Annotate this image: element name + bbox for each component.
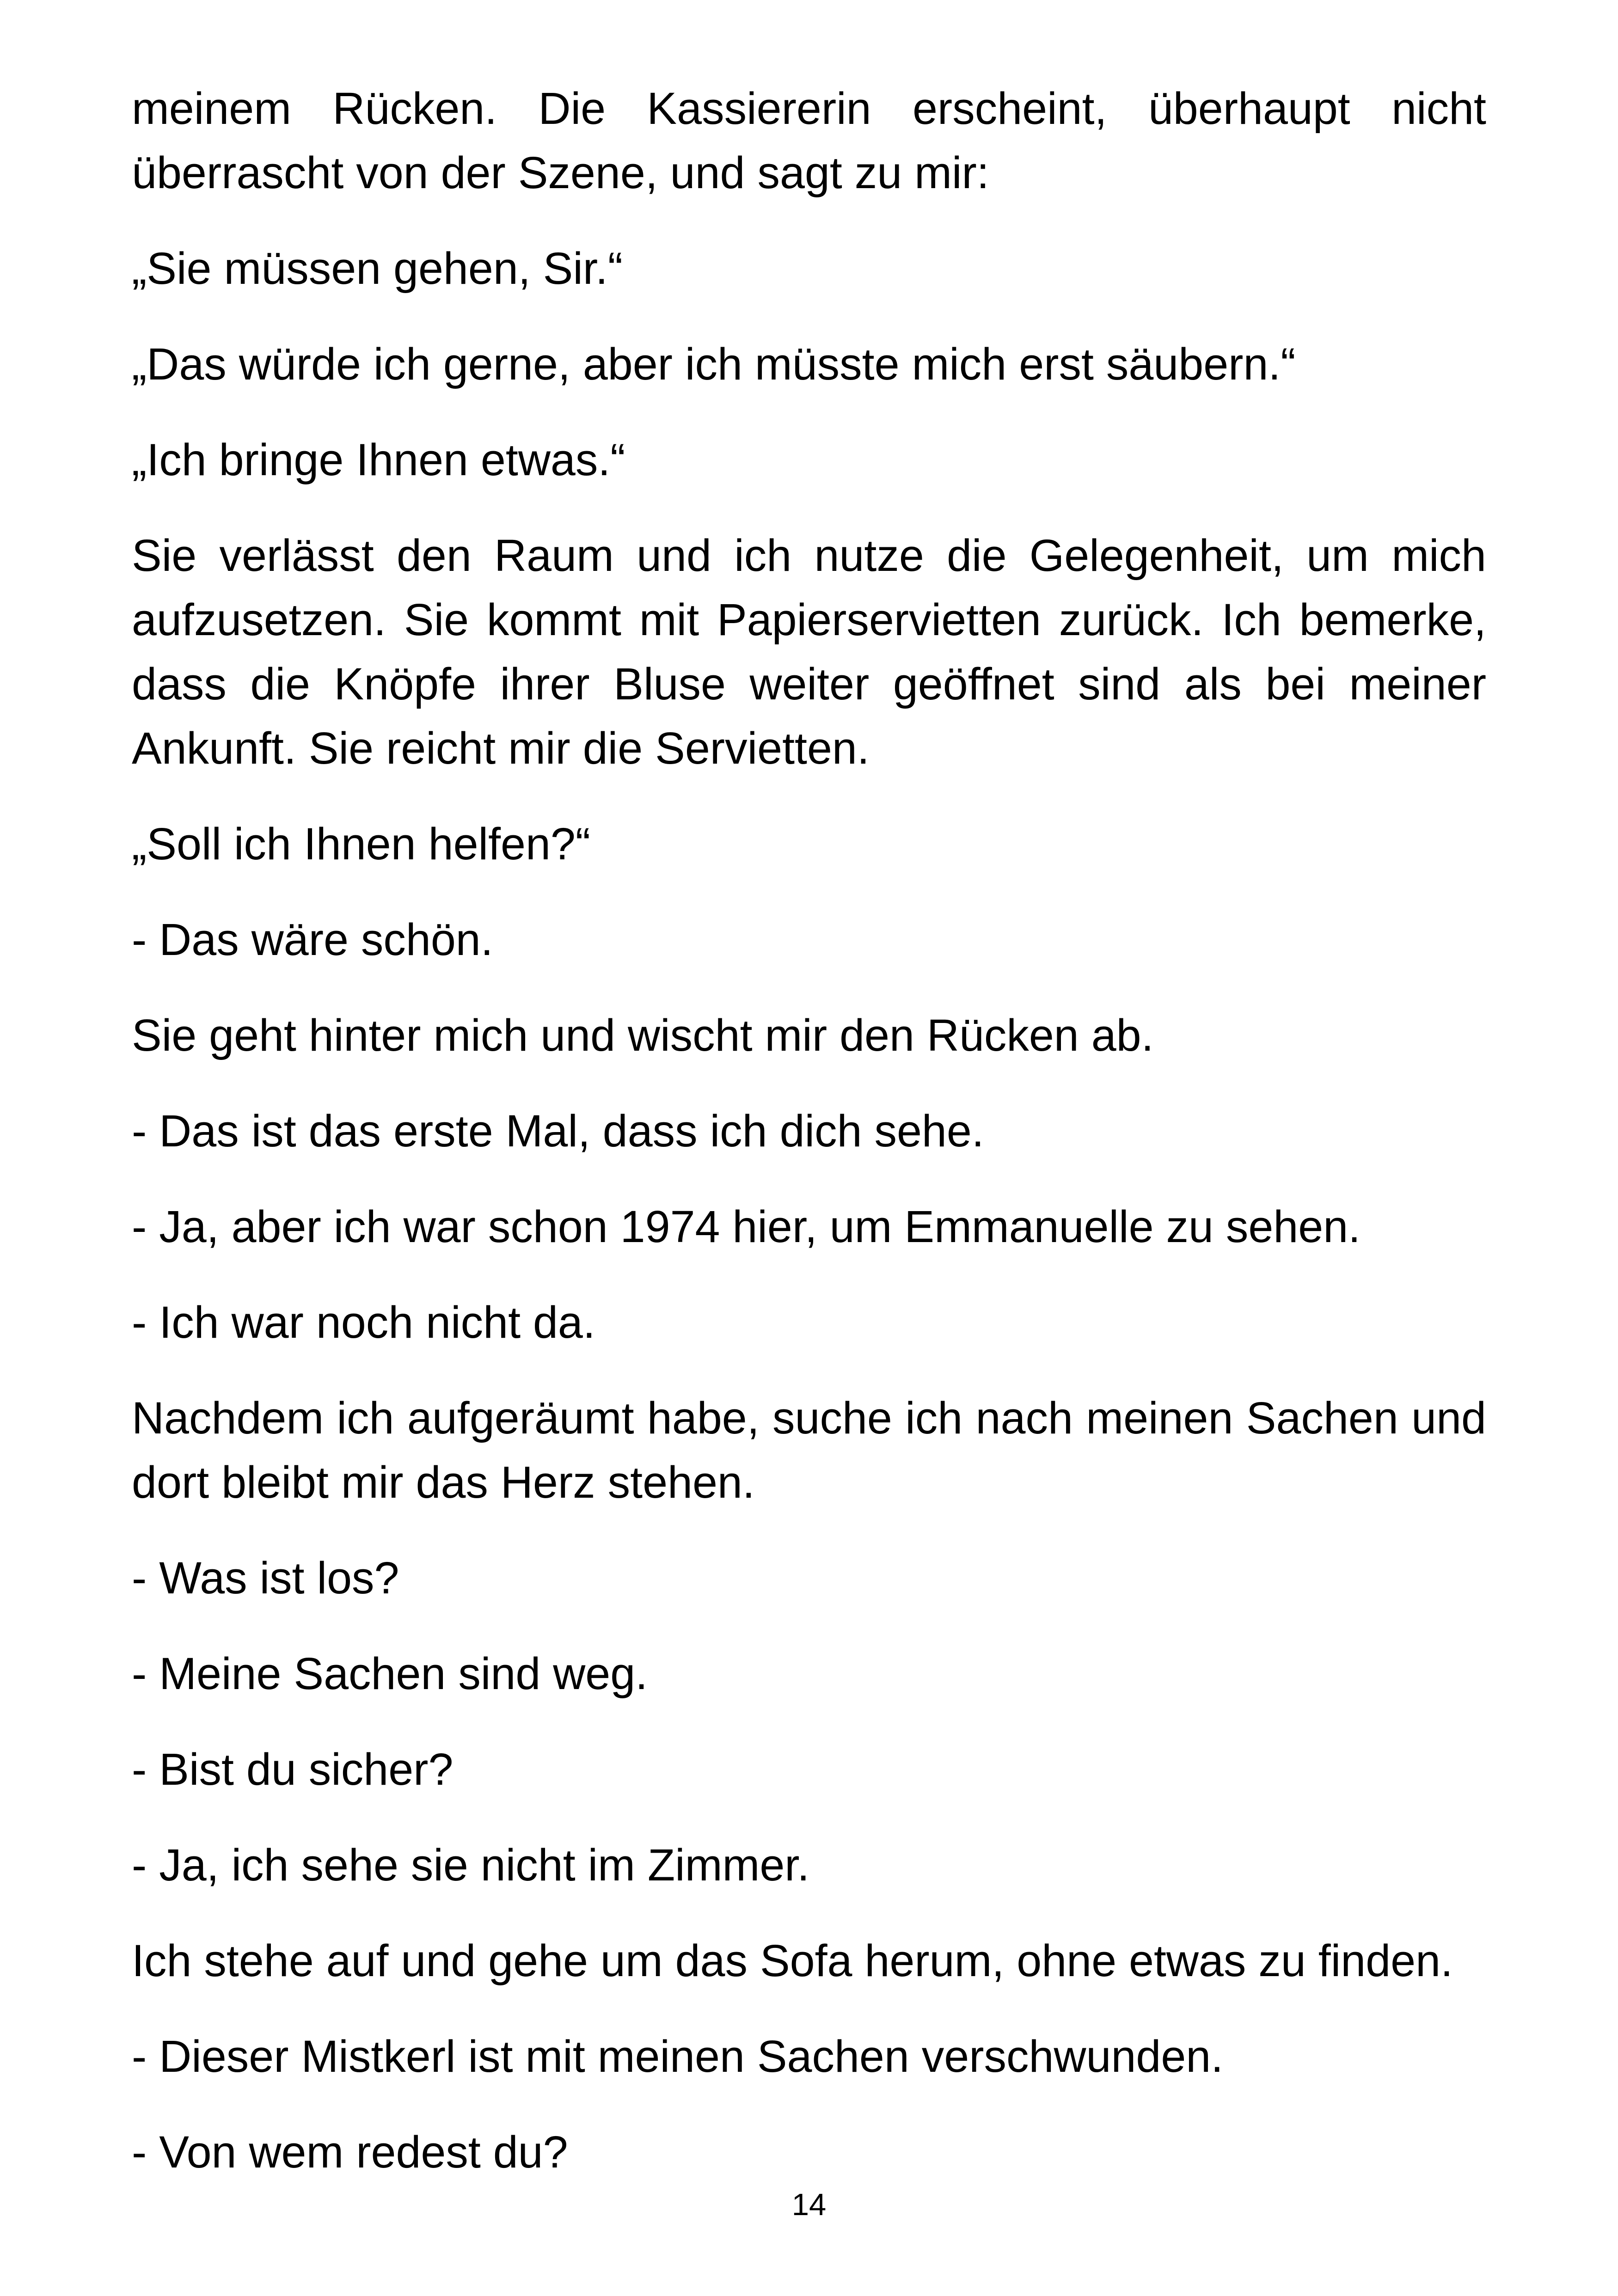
dialogue-line: - Dieser Mistkerl ist mit meinen Sachen verschwunden.: [132, 2031, 1224, 2082]
paragraph: Ich stehe auf und gehe um das Sofa herum, ohne etwas zu finden.: [132, 1935, 1453, 1986]
paragraph: Sie geht hinter mich und wischt mir den Rücken ab.: [132, 1010, 1154, 1060]
paragraph: Sie verlässt den Raum und ich nutze die Gelegenheit, um mich aufzusetzen. Sie kommt mit Papierservietten zurück. Ich bemerke, dass die Knöpfe ihrer Bluse weiter geöffnet sind als bei meiner Ankunft. Sie reicht mir die Servietten.: [132, 530, 1486, 773]
dialogue-line: - Ja, aber ich war schon 1974 hier, um Emmanuelle zu sehen.: [132, 1201, 1361, 1252]
dialogue-line: - Das ist das erste Mal, dass ich dich sehe.: [132, 1106, 984, 1156]
dialogue-line: - Von wem redest du?: [132, 2127, 568, 2177]
dialogue-line: - Das wäre schön.: [132, 914, 493, 965]
dialogue-line: „Ich bringe Ihnen etwas.“: [132, 435, 625, 485]
dialogue-line: „Das würde ich gerne, aber ich müsste mich erst säubern.“: [132, 339, 1296, 389]
paragraph: Nachdem ich aufgeräumt habe, suche ich nach meinen Sachen und dort bleibt mir das Herz stehen.: [132, 1393, 1486, 1507]
dialogue-line: „Sie müssen gehen, Sir.“: [132, 243, 623, 294]
dialogue-line: - Was ist los?: [132, 1553, 399, 1603]
dialogue-line: - Bist du sicher?: [132, 1744, 454, 1794]
dialogue-line: - Ich war noch nicht da.: [132, 1297, 595, 1347]
dialogue-line: „Soll ich Ihnen helfen?“: [132, 819, 591, 869]
page-number: 14: [791, 2187, 827, 2222]
dialogue-line: - Meine Sachen sind weg.: [132, 1648, 648, 1699]
dialogue-line: - Ja, ich sehe sie nicht im Zimmer.: [132, 1840, 810, 1890]
paragraph: meinem Rücken. Die Kassiererin erscheint, überhaupt nicht überrascht von der Szene, und sagt zu mir:: [132, 83, 1486, 198]
page-body: [132, 76, 1486, 2216]
